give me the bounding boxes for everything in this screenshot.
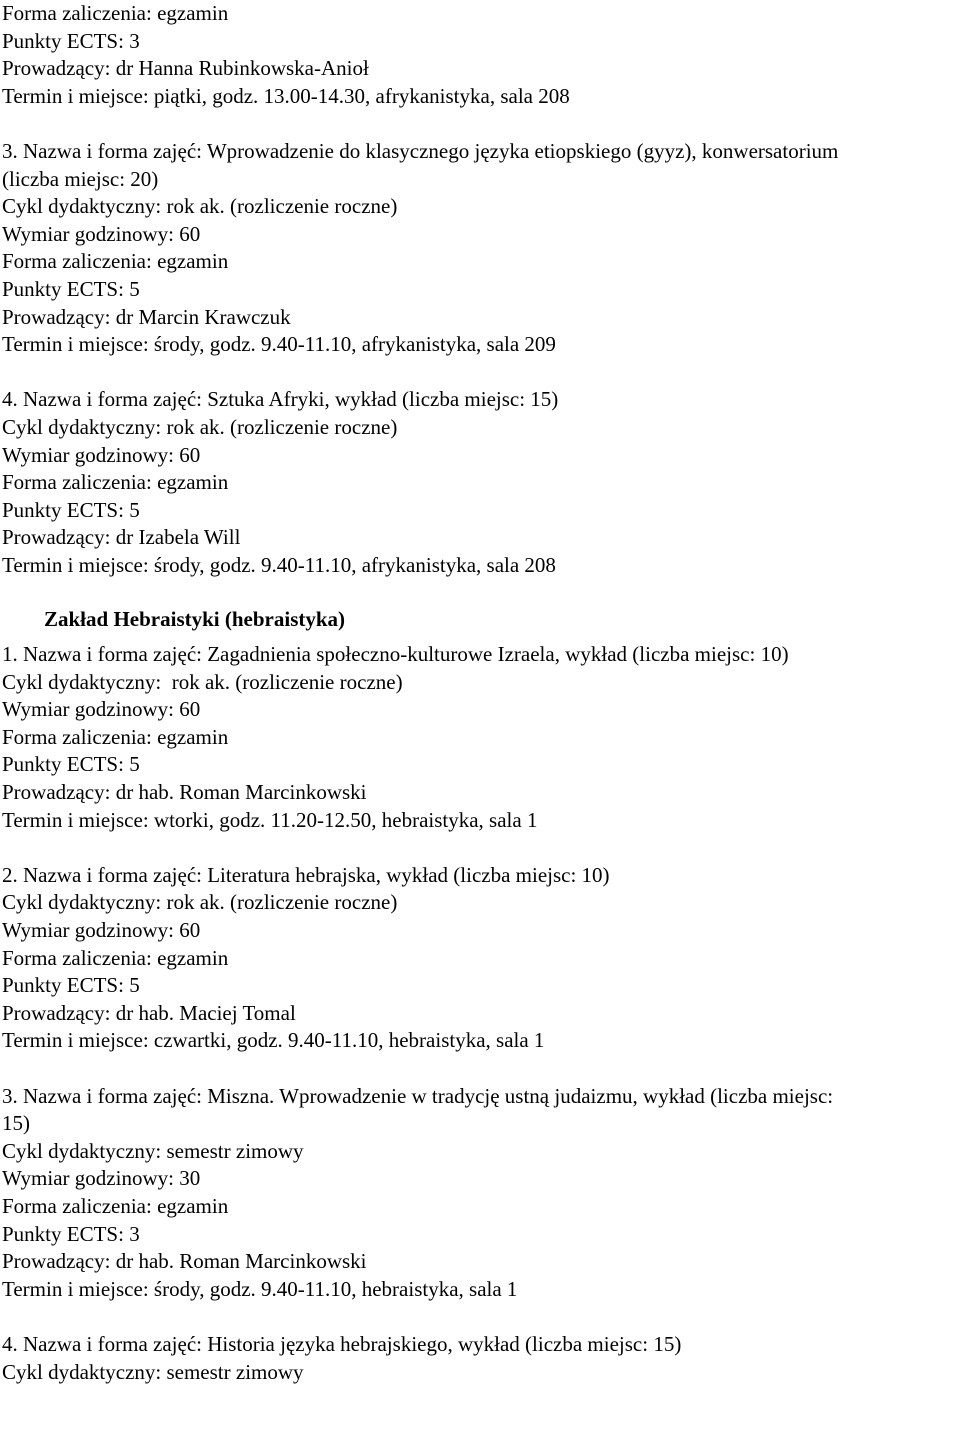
course-entry-izrael <box>2 641 958 834</box>
course-entry-miszna <box>2 1083 958 1304</box>
term-line: Termin i miejsce: piątki, godz. 13.00-14.30, afrykanistyka, sala 208 <box>2 83 570 108</box>
cycle-line: Cykl dydaktyczny: semestr zimowy <box>2 1138 304 1163</box>
form-line: Forma zaliczenia: egzamin <box>2 945 229 970</box>
hours-line: Wymiar godzinowy: 60 <box>2 442 201 467</box>
document-page <box>2 0 958 1386</box>
ects-line: Punkty ECTS: 3 <box>2 1221 140 1246</box>
cycle-line: Cykl dydaktyczny: rok ak. (rozliczenie roczne) <box>2 890 398 915</box>
course-title-continuation: (liczba miejsc: 20) <box>2 166 159 191</box>
lecturer-line: Prowadzący: dr hab. Roman Marcinkowski <box>2 1249 367 1274</box>
course-title: 1. Nazwa i forma zajęć: Zagadnienia społeczno-kulturowe Izraela, wykład (liczba miejsc: 10) <box>2 642 789 667</box>
lecturer-line: Prowadzący: dr Marcin Krawczuk <box>2 304 291 329</box>
spacer <box>2 1303 958 1331</box>
hours-line: Wymiar godzinowy: 60 <box>2 697 201 722</box>
course-title: 3. Nazwa i forma zajęć: Miszna. Wprowadzenie w tradycję ustną judaizmu, wykład (liczba miejsc: <box>2 1083 834 1108</box>
spacer <box>2 834 958 862</box>
term-line: Termin i miejsce: środy, godz. 9.40-11.10, hebraistyka, sala 1 <box>2 1276 518 1301</box>
cycle-line: Cykl dydaktyczny: rok ak. (rozliczenie roczne) <box>2 669 403 694</box>
ects-line: Punkty ECTS: 5 <box>2 276 140 301</box>
lecturer-line: Prowadzący: dr Hanna Rubinkowska-Anioł <box>2 56 369 81</box>
course-title: 2. Nazwa i forma zajęć: Literatura hebrajska, wykład (liczba miejsc: 10) <box>2 862 610 887</box>
term-line: Termin i miejsce: środy, godz. 9.40-11.10, afrykanistyka, sala 208 <box>2 552 556 577</box>
course-title: 4. Nazwa i forma zajęć: Sztuka Afryki, wykład (liczba miejsc: 15) <box>2 387 559 412</box>
ects-line: Punkty ECTS: 5 <box>2 497 140 522</box>
course-title: 3. Nazwa i forma zajęć: Wprowadzenie do klasycznego języka etiopskiego (gyyz), konwersatorium <box>2 138 839 163</box>
spacer <box>2 359 958 387</box>
cycle-line: Cykl dydaktyczny: rok ak. (rozliczenie roczne) <box>2 194 398 219</box>
ects-line: Punkty ECTS: 3 <box>2 28 140 53</box>
lecturer-line: Prowadzący: dr hab. Roman Marcinkowski <box>2 780 367 805</box>
course-entry-etiopski <box>2 138 958 359</box>
spacer <box>2 110 958 138</box>
form-line: Forma zaliczenia: egzamin <box>2 1193 229 1218</box>
form-line: Forma zaliczenia: egzamin <box>2 249 229 274</box>
lecturer-line: Prowadzący: dr hab. Maciej Tomal <box>2 1000 296 1025</box>
hours-line: Wymiar godzinowy: 60 <box>2 918 201 942</box>
form-line: Forma zaliczenia: egzamin <box>2 470 229 495</box>
section-heading: Zakład Hebraistyki (hebraistyka) <box>44 607 346 632</box>
course-title: 4. Nazwa i forma zajęć: Historia języka hebrajskiego, wykład (liczba miejsc: 15) <box>2 1331 682 1356</box>
course-entry-literatura <box>2 862 958 1055</box>
course-fragment-previous <box>2 0 958 110</box>
term-line: Termin i miejsce: środy, godz. 9.40-11.10, afrykanistyka, sala 209 <box>2 332 556 357</box>
ects-line: Punkty ECTS: 5 <box>2 973 140 998</box>
hours-line: Wymiar godzinowy: 30 <box>2 1166 201 1191</box>
cycle-line: Cykl dydaktyczny: semestr zimowy <box>2 1359 304 1384</box>
course-entry-sztuka-afryki <box>2 386 958 579</box>
ects-line: Punkty ECTS: 5 <box>2 752 140 777</box>
term-line: Termin i miejsce: wtorki, godz. 11.20-12.50, hebraistyka, sala 1 <box>2 807 538 832</box>
course-entry-historia-jezyka <box>2 1331 958 1386</box>
cycle-line: Cykl dydaktyczny: rok ak. (rozliczenie roczne) <box>2 414 398 439</box>
lecturer-line: Prowadzący: dr Izabela Will <box>2 525 241 550</box>
spacer <box>2 1055 958 1083</box>
hours-line: Wymiar godzinowy: 60 <box>2 221 201 246</box>
term-line: Termin i miejsce: czwartki, godz. 9.40-11.10, hebraistyka, sala 1 <box>2 1028 545 1053</box>
form-line: Forma zaliczenia: egzamin <box>2 724 229 749</box>
course-title-continuation: 15) <box>2 1111 30 1136</box>
form-line: Forma zaliczenia: egzamin <box>2 1 229 25</box>
